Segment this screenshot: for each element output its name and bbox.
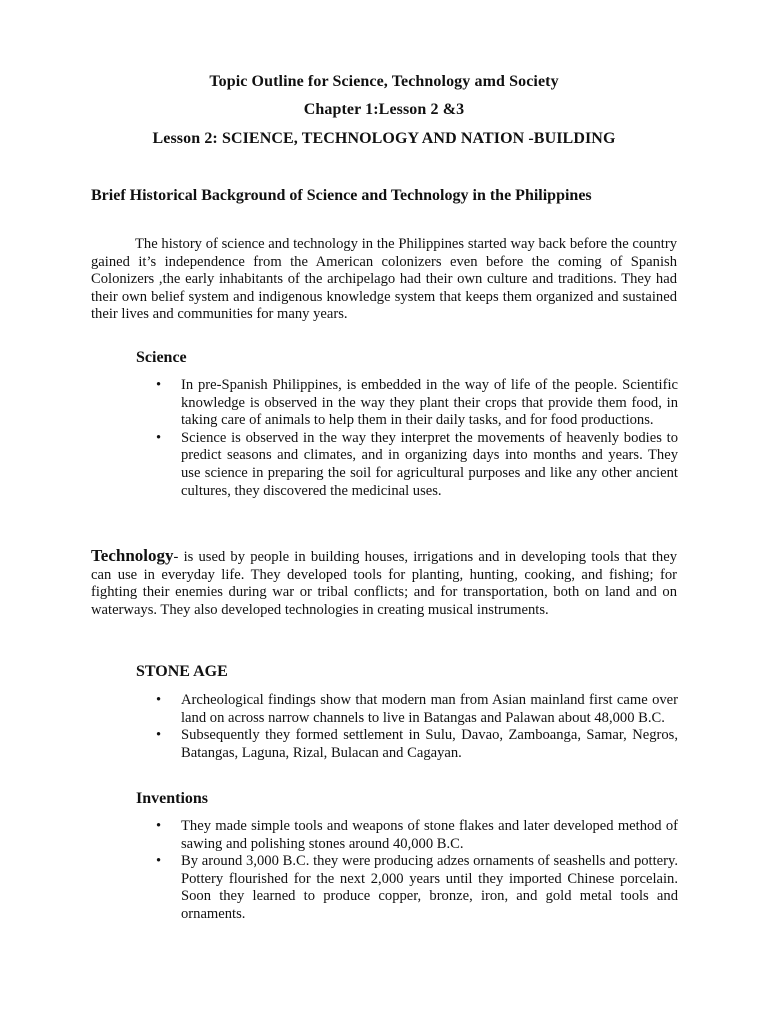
brief-paragraph: The history of science and technology in the Philippines started way back before the country gained it’s independence from the American colonizers even before the coming of Spanish Colonizers ,the early inhabitants of the archipelago had their own culture and traditions. They had their own belief system and indigenous knowledge system that keeps them organized and sustained their lives and communities for many years. [91, 236, 677, 323]
list-item [136, 818, 678, 853]
list-item [136, 430, 678, 500]
science-list [136, 377, 678, 500]
chapter-title: Chapter 1:Lesson 2 &3 [303, 101, 465, 118]
technology-term: Technology [91, 546, 174, 565]
list-item-text: Subsequently they formed settlement in Sulu, Davao, Zamboanga, Samar, Negros, Batangas, Laguna, Rizal, Bulacan and Cagayan. [181, 727, 678, 761]
list-item-text: Archeological findings show that modern man from Asian mainland first came over land on across narrow channels to live in Batangas and Palawan about 48,000 B.C. [181, 692, 678, 726]
list-item [136, 692, 678, 727]
list-item-text: In pre-Spanish Philippines, is embedded in the way of life of the people. Scientific knowledge is observed in the way they plant their crops that provide them food, in taking care of animals to help them in their daily tasks, and for food productions. [181, 377, 678, 429]
bullet-icon: • [156, 818, 162, 834]
technology-text: - is used by people in building houses, irrigations and in developing tools that they can use in everyday life. They developed tools for planting, hunting, cooking, and fishing; for fighting their enemies during war or tribal conflicts; and for transportation, both on land and on waterways. They also developed technologies in creating musical instruments. [91, 549, 677, 618]
list-item [136, 727, 678, 762]
list-item [136, 377, 678, 430]
stone-age-heading: STONE AGE [136, 663, 228, 680]
bullet-icon: • [156, 727, 162, 744]
list-item [136, 853, 678, 923]
bullet-icon: • [156, 692, 162, 708]
bullet-icon: • [156, 377, 162, 393]
stone-age-list [136, 692, 678, 762]
technology-paragraph [91, 547, 677, 619]
topic-title: Topic Outline for Science, Technology amd Society [209, 73, 559, 90]
list-item-text: They made simple tools and weapons of stone flakes and later developed method of sawing and polishing stones around 40,000 B.C. [181, 818, 678, 852]
brief-heading: Brief Historical Background of Science and Technology in the Philippines [91, 187, 592, 204]
inventions-list [136, 818, 678, 924]
list-item-text: Science is observed in the way they interpret the movements of heavenly bodies to predict seasons and climates, and in organizing days into months and years. They use science in preparing the soil for agricultural purposes and like any other ancient cultures, they discovered the medicinal uses. [181, 429, 678, 499]
bullet-icon: • [156, 429, 162, 446]
bullet-icon: • [156, 853, 162, 870]
science-heading: Science [136, 349, 187, 366]
inventions-heading: Inventions [136, 790, 209, 807]
list-item-text: By around 3,000 B.C. they were producing adzes ornaments of seashells and pottery. Pottery flourished for the next 2,000 years until they imported Chinese porcelain. Soon they learned to produce copper, bronze, iron, and gold metal tools and ornaments. [181, 853, 678, 922]
lesson-title: Lesson 2: SCIENCE, TECHNOLOGY AND NATION -BUILDING [152, 130, 616, 147]
